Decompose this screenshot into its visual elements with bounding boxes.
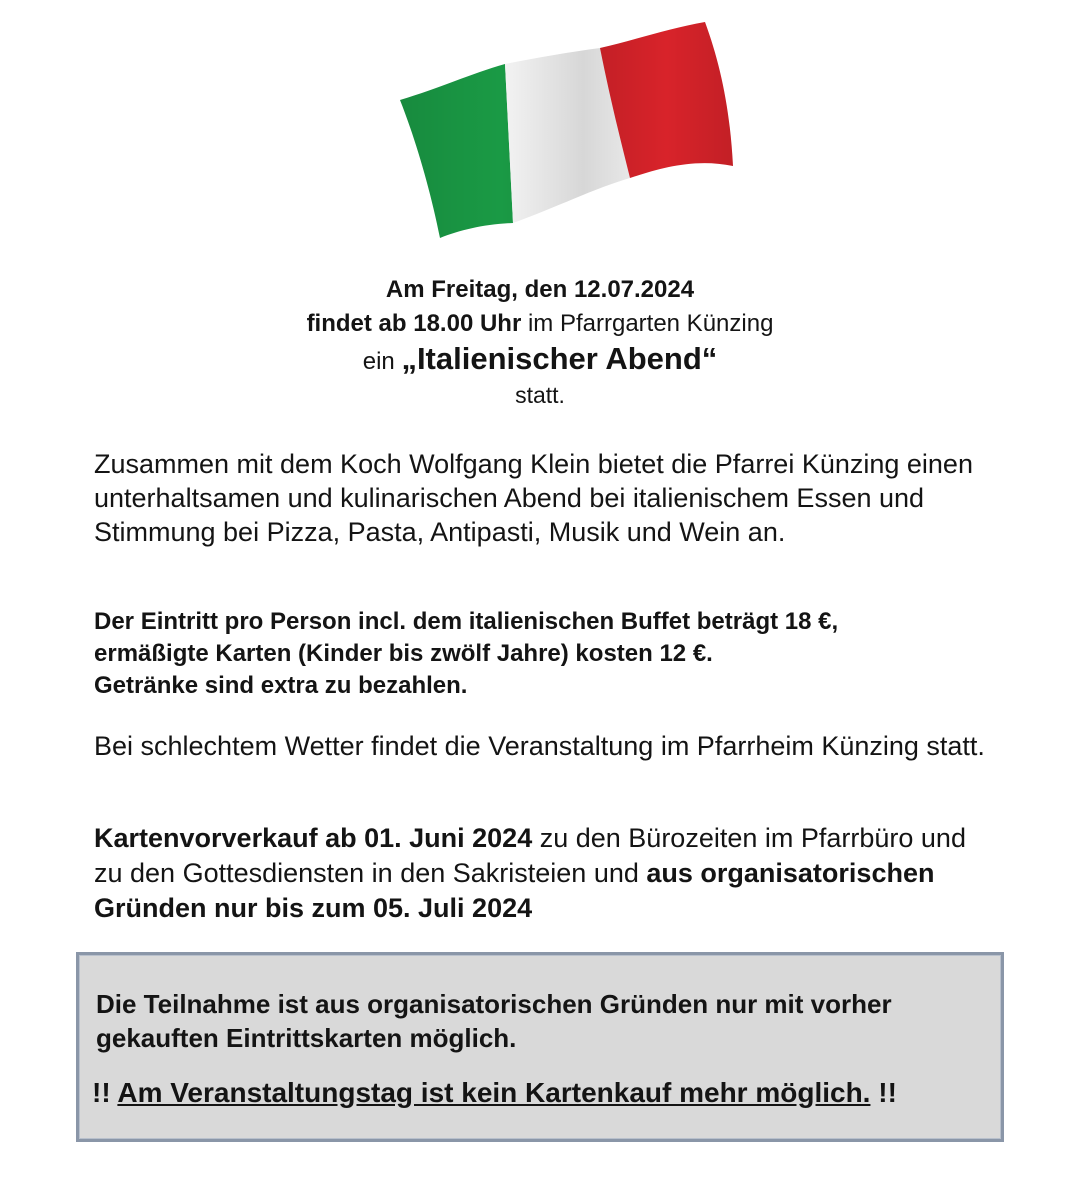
weather-paragraph: Bei schlechtem Wetter findet die Veranstaltung im Pfarrheim Künzing statt. bbox=[94, 731, 985, 761]
presale-deadline: aus organisatorischen Gründen nur bis zum 05. Juli 2024 bbox=[94, 858, 935, 923]
presale-start: Kartenvorverkauf ab 01. Juni 2024 bbox=[94, 823, 533, 853]
intro-paragraph: Zusammen mit dem Koch Wolfgang Klein bietet die Pfarrei Künzing einen unterhaltsamen und kulinarischen Abend bei italienischem Essen und Stimmung bei Pizza, Pasta, Antipasti, Musik und Wein an. bbox=[94, 449, 973, 547]
notice-box bbox=[76, 952, 1004, 1142]
notice-warning bbox=[92, 1077, 992, 1109]
event-time-place bbox=[0, 310, 1080, 338]
price-paragraph bbox=[94, 606, 994, 702]
price-line: Der Eintritt pro Person incl. dem italienischen Buffet beträgt 18 €, bbox=[94, 608, 839, 635]
warning-suffix: !! bbox=[870, 1077, 897, 1108]
price-line: ermäßigte Karten (Kinder bis zwölf Jahre) kosten 12 €. bbox=[94, 640, 713, 667]
presale-details: zu den Bürozeiten im Pfarrbüro und zu den Gottesdiensten in den Sakristeien und bbox=[94, 823, 966, 888]
warning-underlined: Am Veranstaltungstag ist kein Kartenkauf mehr möglich. bbox=[117, 1077, 871, 1108]
event-title-prefix: ein bbox=[362, 348, 402, 375]
event-statt: statt. bbox=[515, 382, 565, 408]
italian-flag-image bbox=[395, 18, 740, 243]
event-title-line bbox=[0, 341, 1080, 377]
presale-paragraph bbox=[94, 821, 994, 926]
event-place: im Pfarrgarten Künzing bbox=[521, 310, 774, 337]
event-title: „Italienischer Abend“ bbox=[401, 341, 718, 376]
price-line: Getränke sind extra zu bezahlen. bbox=[94, 672, 468, 699]
event-date: Am Freitag, den 12.07.2024 bbox=[385, 276, 695, 303]
notice-text: Die Teilnahme ist aus organisatorischen Gründen nur mit vorher gekauften Eintrittskarten möglich. bbox=[96, 989, 892, 1053]
warning-prefix: !! bbox=[92, 1077, 118, 1108]
event-time: findet ab 18.00 Uhr bbox=[306, 310, 522, 337]
